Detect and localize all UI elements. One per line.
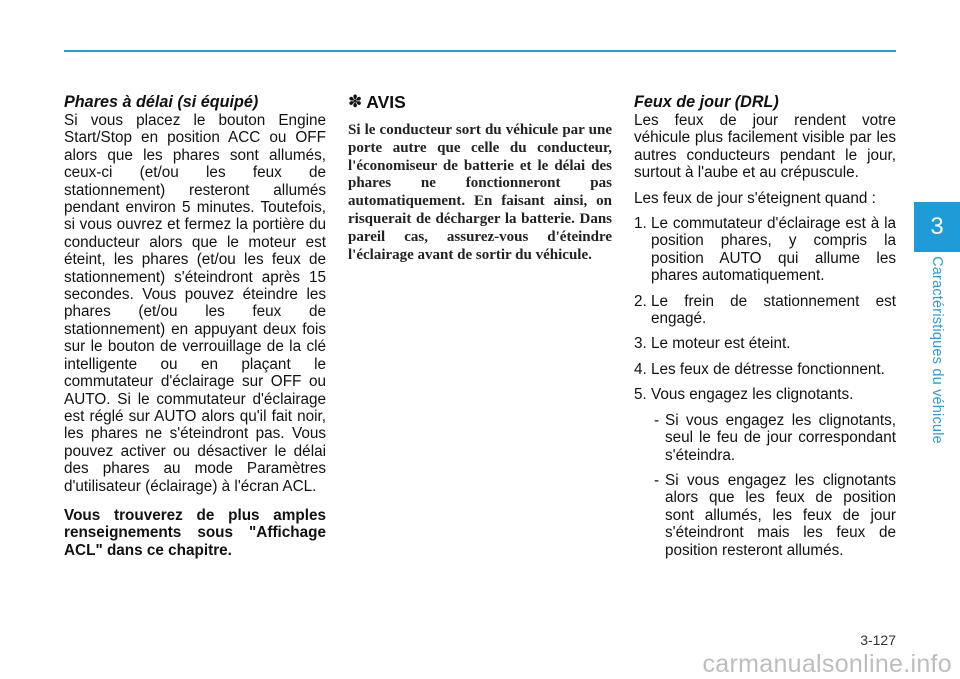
column-drl	[634, 92, 896, 567]
watermark: carmanualsonline.info	[702, 650, 952, 678]
list-item: 3. Le moteur est éteint.	[634, 335, 791, 353]
page-number: 3-127	[860, 632, 896, 648]
turn-signal-sublist	[654, 412, 896, 559]
notice-title	[348, 92, 612, 112]
notice-body: Si le conducteur sort du véhicule par une porte autre que celle du conducteur, l'économiseur de batterie et le délai des phares ne fonctionneront pas automatiquement. En faisant ainsi, on risquerait de décharger la batterie. Dans pareil cas, assurez-vous d'éteindre l'éclairage avant de sortir du véhicule.	[348, 122, 612, 263]
column-delayed-headlights	[64, 92, 326, 559]
column-notice	[348, 92, 612, 264]
section-heading: Phares à délai (si équipé)	[64, 93, 259, 111]
body-paragraph: Si vous placez le bouton Engine Start/Stop en position ACC ou OFF alors que les phares sont allumés, ceux-ci (et/ou les feux de stationnement) resteront allumés pendant environ 5 minutes. Toutefois, si vous ouvrez et fermez la portière du conducteur alors que le moteur est éteint, les phares (et/ou les feux de stationnement) s'éteindront après 15 secondes. Vous pouvez éteindre les phares (et/ou les feux de stationnement) en appuyant deux fois sur le bouton de verrouillage de la clé intelligente ou en plaçant le commutateur d'éclairage sur OFF ou AUTO. Si le commutateur d'éclairage est réglé sur AUTO alors qu'il fait noir, les phares ne s'éteindront pas. Vous pouvez activer ou désactiver le délai des phares au mode Paramètres d'utilisateur (éclairage) à l'écran ACL.	[64, 112, 326, 495]
body-paragraph: Les feux de jour s'éteignent quand :	[634, 189, 876, 207]
list-item: 5. Vous engagez les clignotants.	[634, 386, 854, 404]
list-item: 2. Le frein de stationnement est engagé.	[634, 292, 896, 328]
sub-list-item: - Si vous engagez les clignotants, seul le feu de jour correspondant s'éteindra.	[654, 411, 896, 464]
list-item: 4. Les feux de détresse fonctionnent.	[634, 360, 885, 378]
header-rule	[64, 50, 896, 52]
conditions-list	[634, 215, 896, 404]
body-paragraph: Les feux de jour rendent votre véhicule plus facilement visible par les autres conducteurs pendant le jour, surtout à l'aube et au crépuscule.	[634, 112, 896, 182]
sub-list-item: - Si vous engagez les clignotants alors que les feux de position sont allumés, les feux de jour s'éteindront mais les feux de position resteront allumés.	[654, 471, 896, 559]
asterisk-icon: ✽	[348, 92, 363, 111]
bold-note: Vous trouverez de plus amples renseignements sous "Affichage ACL" dans ce chapitre.	[64, 506, 326, 559]
section-heading: Feux de jour (DRL)	[634, 93, 779, 111]
chapter-tab: 3	[914, 202, 960, 252]
notice-title-text: AVIS	[366, 92, 406, 112]
chapter-title: Caractéristiques du véhicule	[929, 256, 945, 444]
list-item: 1. Le commutateur d'éclairage est à la position phares, y compris la position AUTO qui allume les phares automatiquement.	[634, 215, 896, 285]
